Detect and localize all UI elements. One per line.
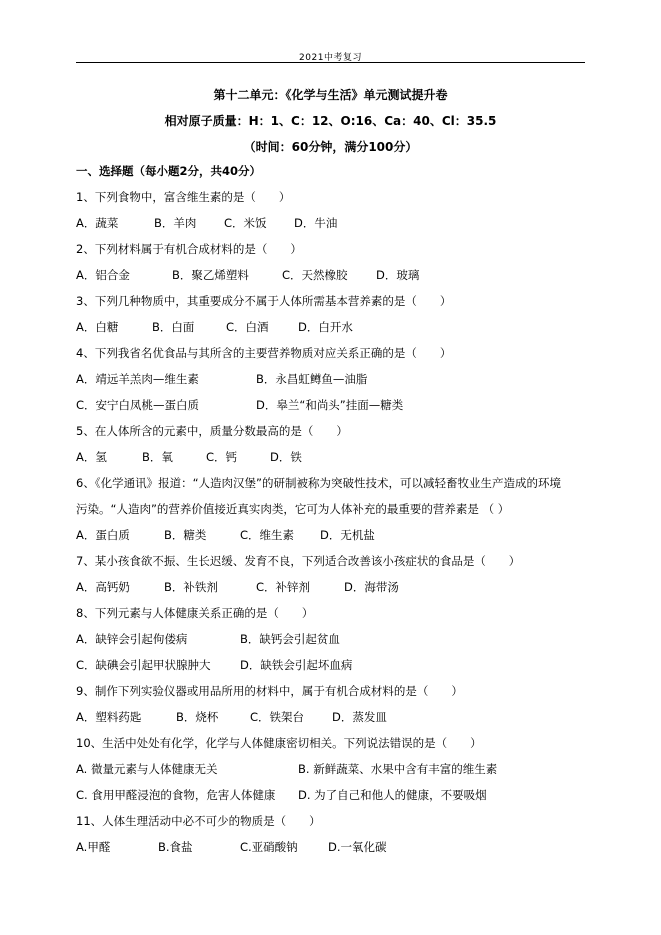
- option-c: C. 食用甲醛浸泡的食物，危害人体健康: [76, 788, 276, 802]
- option-c: C．天然橡胶: [282, 268, 348, 282]
- option-c: C.亚硝酸钠: [240, 840, 298, 854]
- option-c: C．钙: [206, 450, 238, 464]
- option-b: B．永昌虹鳟鱼—油脂: [256, 372, 368, 386]
- option-a: A．塑料药匙: [76, 710, 142, 724]
- option-d: D．皋兰“和尚头”挂面—糖类: [256, 398, 404, 412]
- option-b: B．缺钙会引起贫血: [240, 632, 340, 646]
- option-d: D．海带汤: [344, 580, 399, 594]
- header-divider: [76, 62, 585, 63]
- question-stem: 5、在人体所含的元素中，质量分数最高的是（ ）: [76, 424, 348, 438]
- option-d: D．白开水: [298, 320, 353, 334]
- option-b: B. 新鲜蔬菜、水果中含有丰富的维生素: [298, 762, 498, 776]
- question-stem: 2、下列材料属于有机合成材料的是（ ）: [76, 242, 302, 256]
- option-a: A．铝合金: [76, 268, 130, 282]
- option-a: A．缺锌会引起佝偻病: [76, 632, 188, 646]
- option-c: C．白酒: [226, 320, 269, 334]
- option-a: A．高钙奶: [76, 580, 130, 594]
- option-d: D．铁: [270, 450, 302, 464]
- question-stem: 9、制作下列实验仪器或用品所用的材料中，属于有机合成材料的是（ ）: [76, 684, 463, 698]
- page-header: 2021中考复习: [299, 53, 362, 63]
- question-stem: 6、《化学通讯》报道：“人造肉汉堡”的研制被称为突破性技术，可以减轻畜牧业生产造成的环境: [76, 476, 561, 490]
- option-b: B.食盐: [158, 840, 193, 854]
- question-stem: 3、下列几种物质中，其重要成分不属于人体所需基本营养素的是（ ）: [76, 294, 452, 308]
- option-d: D．蒸发皿: [332, 710, 387, 724]
- option-a: A．白糖: [76, 320, 119, 334]
- option-d: D．牛油: [294, 216, 338, 230]
- option-a: A．蔬菜: [76, 216, 119, 230]
- option-a: A．氢: [76, 450, 107, 464]
- atomic-mass-line: 相对原子质量：H：1、C：12、O:16、Ca：40、Cl：35.5: [164, 114, 497, 128]
- question-stem: 11、人体生理活动中必不可少的物质是（ ）: [76, 814, 321, 828]
- option-a: A．蛋白质: [76, 528, 130, 542]
- option-d: D．玻璃: [376, 268, 420, 282]
- question-stem-continued: 污染。“人造肉”的营养价值接近真实肉类，它可为人体补充的最重要的营养素是 （ ）: [76, 502, 510, 516]
- option-d: D．缺铁会引起坏血病: [240, 658, 353, 672]
- option-a: A．靖远羊羔肉—维生素: [76, 372, 199, 386]
- question-stem: 8、下列元素与人体健康关系正确的是（ ）: [76, 606, 314, 620]
- question-stem: 10、生活中处处有化学，化学与人体健康密切相关。下列说法错误的是（ ）: [76, 736, 482, 750]
- option-b: B．烧杯: [176, 710, 219, 724]
- option-c: C．维生素: [240, 528, 295, 542]
- option-d: D.一氧化碳: [328, 840, 387, 854]
- exam-title: 第十二单元：《化学与生活》单元测试提升卷: [213, 88, 448, 102]
- option-b: B．糖类: [164, 528, 207, 542]
- option-a: A. 微量元素与人体健康无关: [76, 762, 218, 776]
- section-heading: 一、选择题（每小题2分，共40分）: [76, 164, 262, 178]
- option-c: C．安宁白凤桃—蛋白质: [76, 398, 200, 412]
- option-b: B．羊肉: [154, 216, 197, 230]
- option-d: D. 为了自己和他人的健康，不要吸烟: [298, 788, 487, 802]
- time-score-line: （时间：60分钟，满分100分）: [243, 140, 418, 154]
- option-c: C．米饭: [224, 216, 267, 230]
- option-c: C．铁架台: [250, 710, 305, 724]
- option-b: B．补铁剂: [164, 580, 218, 594]
- option-b: B．白面: [152, 320, 195, 334]
- option-b: B．氧: [142, 450, 173, 464]
- question-stem: 4、下列我省名优食品与其所含的主要营养物质对应关系正确的是（ ）: [76, 346, 452, 360]
- option-c: C．缺碘会引起甲状腺肿大: [76, 658, 211, 672]
- question-stem: 1、下列食物中，富含维生素的是（ ）: [76, 190, 291, 204]
- question-stem: 7、某小孩食欲不振、生长迟缓、发育不良，下列适合改善该小孩症状的食品是（ ）: [76, 554, 521, 568]
- option-b: B．聚乙烯塑料: [172, 268, 249, 282]
- option-d: D．无机盐: [320, 528, 375, 542]
- option-a: A.甲醛: [76, 840, 111, 854]
- option-c: C．补锌剂: [256, 580, 311, 594]
